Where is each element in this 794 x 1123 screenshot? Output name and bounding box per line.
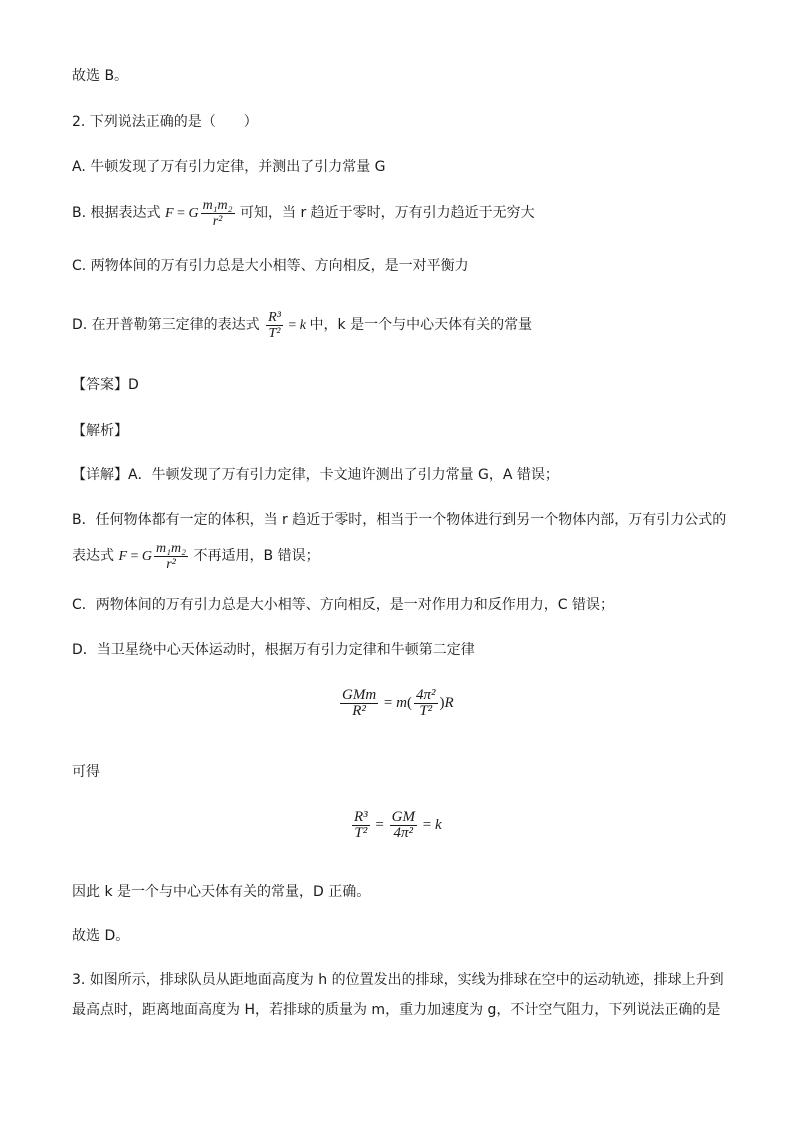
- analysis-label: 【解析】: [72, 423, 128, 439]
- therefore-line: 因此 k 是一个与中心天体有关的常量，D 正确。: [72, 884, 371, 900]
- equation-newton-gravity: $\frac{\text{GMm}}{\text{R²}}$ = m( $\frac{\text{4π²}}{\text{T²}}$ )R: [342, 687, 454, 719]
- equation-kepler-derived: $\frac{\text{R³}}{\text{T²}}$ = $\frac{GM}{\text{4π²}}$ = k: [354, 809, 442, 841]
- q2-option-b: [72, 196, 535, 231]
- answer-label: 【答案】D: [72, 377, 139, 393]
- detail-b-prefix: 表达式: [72, 548, 114, 564]
- q2-option-a: A. 牛顿发现了万有引力定律，并测出了引力常量 G: [72, 159, 386, 175]
- gravity-formula-2: F = G $\frac{\text{m₁m₂}}{\text{r²}}$: [118, 541, 187, 573]
- kepler-formula: $\frac{\text{R³}}{\text{T²}}$ = k: [268, 310, 307, 342]
- q2-option-c: C. 两物体间的万有引力总是大小相等、方向相反，是一对平衡力: [72, 258, 469, 274]
- q2-option-d: [72, 305, 532, 346]
- final-conclusion: 故选 D。: [72, 928, 130, 944]
- gravity-formula: F = G $\frac{\text{m₁m₂}}{\text{r²}}$: [164, 198, 233, 230]
- prev-conclusion: 故选 B。: [72, 68, 129, 84]
- kede-label: 可得: [72, 764, 100, 780]
- detail-b-suffix: 不再适用，B 错误；: [193, 548, 320, 564]
- q2-option-d-prefix: D. 在开普勒第三定律的表达式: [72, 317, 260, 333]
- q3-stem-line2: 最高点时，距离地面高度为 H，若排球的质量为 m，重力加速度为 g，不计空气阻力，下列说法正确的是: [72, 1002, 721, 1018]
- q3-stem-line1: 3. 如图所示，排球队员从距地面高度为 h 的位置发出的排球，实线为排球在空中的运动轨迹，排球上升到: [72, 972, 724, 988]
- q2-option-b-prefix: B. 根据表达式: [72, 205, 161, 221]
- q2-option-b-suffix: 可知，当 r 趋近于零时，万有引力趋近于无穷大: [240, 205, 535, 221]
- detail-b-line1: B．任何物体都有一定的体积，当 r 趋近于零时，相当于一个物体进行到另一个物体内部，万有引力公式的: [72, 512, 727, 528]
- detail-d: D．当卫星绕中心天体运动时，根据万有引力定律和牛顿第二定律: [72, 642, 475, 658]
- q2-option-d-suffix: 中，k 是一个与中心天体有关的常量: [309, 317, 533, 333]
- q2-stem: 2. 下列说法正确的是（ ）: [72, 114, 258, 130]
- detail-b-line2: [72, 539, 320, 574]
- detail-c: C．两物体间的万有引力总是大小相等、方向相反，是一对作用力和反作用力，C 错误；: [72, 597, 614, 613]
- detail-a: 【详解】A．牛顿发现了万有引力定律，卡文迪许测出了引力常量 G，A 错误；: [72, 467, 559, 483]
